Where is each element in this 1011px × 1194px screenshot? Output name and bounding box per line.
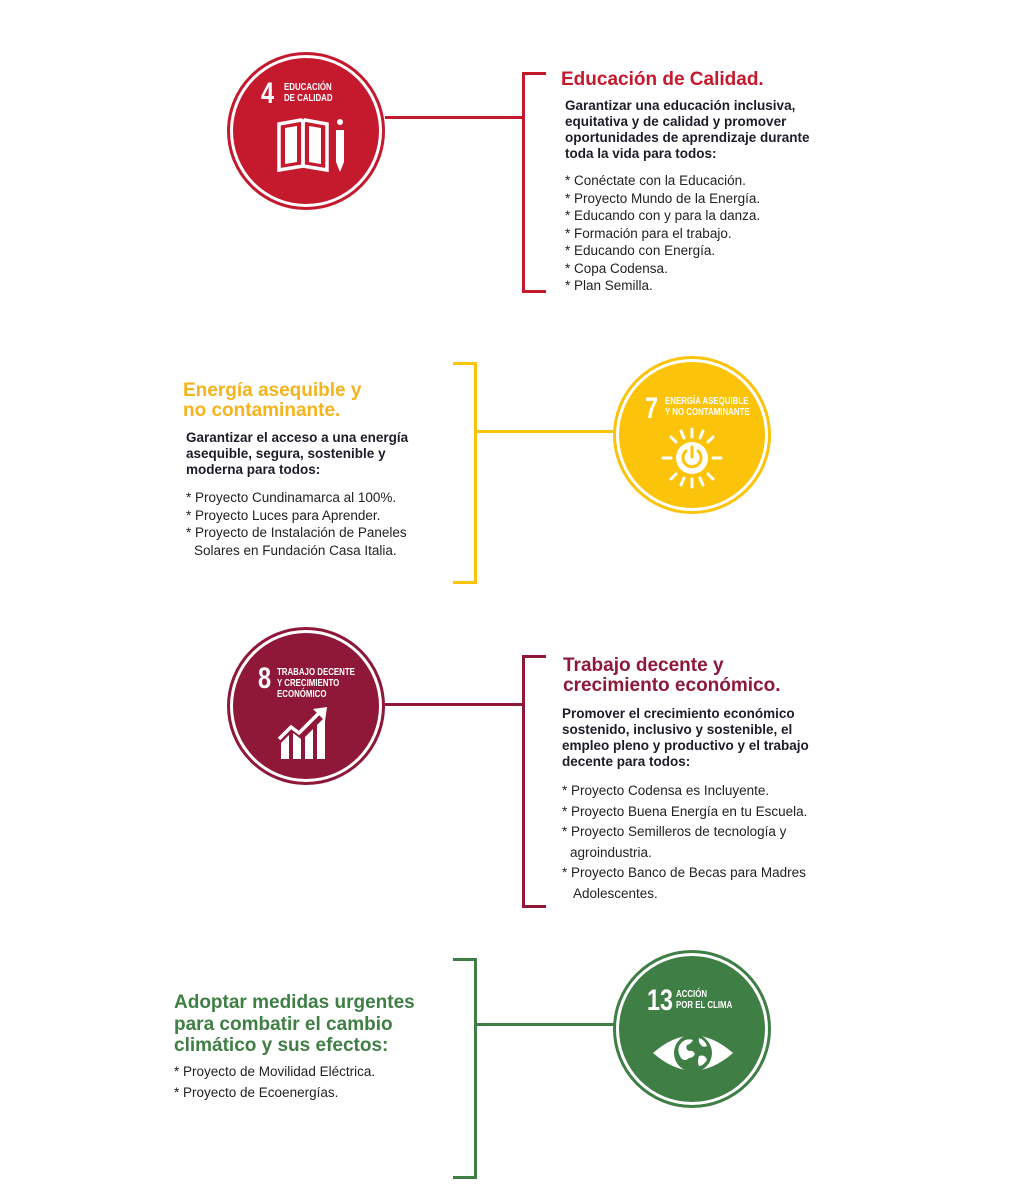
list-item: * Proyecto de Instalación de Paneles — [186, 525, 407, 540]
goal-7-bracket — [474, 362, 477, 584]
goal-7-list — [186, 489, 407, 559]
goal-8-connector — [385, 703, 523, 706]
list-item: * Proyecto Buena Energía en tu Escuela. — [562, 804, 808, 819]
list-item: * Plan Semilla. — [565, 278, 653, 293]
goal-8-list — [562, 780, 807, 904]
goal-4-bracket — [522, 72, 525, 293]
goal-7-bracket-bottom — [453, 581, 477, 584]
sun-power-icon — [657, 426, 727, 490]
book-pencil-icon — [275, 118, 347, 174]
goal-8-bracket-bottom — [522, 905, 546, 908]
list-item: * Proyecto Cundinamarca al 100%. — [186, 490, 397, 505]
goal-8-label: TRABAJO DECENTE Y CRECIMIENTO ECONÓMICO — [277, 666, 355, 700]
goal-8-title: Trabajo decente y crecimiento económico. — [563, 655, 781, 696]
goal-13-list — [174, 1061, 375, 1103]
goal-4-title: Educación de Calidad. — [561, 69, 764, 90]
list-item: * Proyecto Semilleros de tecnología y — [562, 824, 787, 839]
list-item: agroindustria. — [570, 844, 652, 860]
goal-4-badge — [233, 58, 379, 204]
goal-13-label: ACCIÓN POR EL CLIMA — [676, 988, 733, 1011]
goal-7-badge — [619, 362, 765, 508]
list-item: * Proyecto Codensa es Incluyente. — [562, 783, 770, 798]
goal-4-bracket-bottom — [522, 290, 546, 293]
list-item: * Proyecto Mundo de la Energía. — [565, 190, 761, 206]
goal-7-connector — [474, 430, 616, 433]
goal-8-bracket-top — [522, 655, 546, 658]
goal-7-label: ENERGÍA ASEQUIBLE Y NO CONTAMINANTE — [665, 395, 750, 418]
goal-13-connector — [474, 1023, 616, 1026]
goal-4-connector — [385, 116, 523, 119]
goal-4-description: Garantizar una educación inclusiva, equitativa y de calidad y promover oportunidades de aprendizaje durante toda la vida para todos: — [565, 98, 810, 161]
eye-globe-icon — [649, 1028, 737, 1078]
list-item: * Proyecto de Ecoenergías. — [174, 1085, 339, 1100]
goal-7-title: Energía asequible y no contaminante. — [183, 380, 362, 421]
goal-4-number: 4 — [261, 77, 275, 110]
goal-13-badge — [619, 956, 765, 1102]
list-item: * Copa Codensa. — [565, 260, 668, 276]
goal-7-bracket-top — [453, 362, 477, 365]
goal-8-bracket — [522, 655, 525, 908]
goal-13-title: Adoptar medidas urgentes para combatir el cambio climático y sus efectos: — [174, 992, 415, 1056]
goal-13-bracket — [474, 958, 477, 1179]
list-item: * Formación para el trabajo. — [565, 225, 732, 241]
goal-4-bracket-top — [522, 72, 546, 75]
goal-7-number: 7 — [645, 392, 659, 425]
goal-13-bracket-top — [453, 958, 477, 961]
list-item: Solares en Fundación Casa Italia. — [194, 542, 397, 558]
list-item: Adolescentes. — [573, 885, 658, 901]
goal-8-number: 8 — [258, 662, 272, 695]
goal-13-bracket-bottom — [453, 1176, 477, 1179]
list-item: * Conéctate con la Educación. — [565, 173, 746, 188]
list-item: * Educando con y para la danza. — [565, 208, 761, 223]
goal-7-description: Garantizar el acceso a una energía asequible, segura, sostenible y moderna para todos: — [186, 430, 409, 477]
goal-8-description: Promover el crecimiento económico sostenido, inclusivo y sostenible, el empleo pleno y productivo y el trabajo decente para todos: — [562, 706, 809, 769]
goal-8-badge — [233, 633, 379, 779]
goal-4-list — [565, 172, 760, 295]
goal-13-number: 13 — [647, 984, 674, 1017]
growth-chart-icon — [277, 705, 333, 761]
goal-4-label: EDUCACIÓN DE CALIDAD — [284, 81, 333, 104]
list-item: * Proyecto de Movilidad Eléctrica. — [174, 1064, 376, 1079]
list-item: * Proyecto Banco de Becas para Madres — [562, 865, 806, 880]
list-item: * Educando con Energía. — [565, 243, 716, 258]
list-item: * Proyecto Luces para Aprender. — [186, 507, 381, 523]
